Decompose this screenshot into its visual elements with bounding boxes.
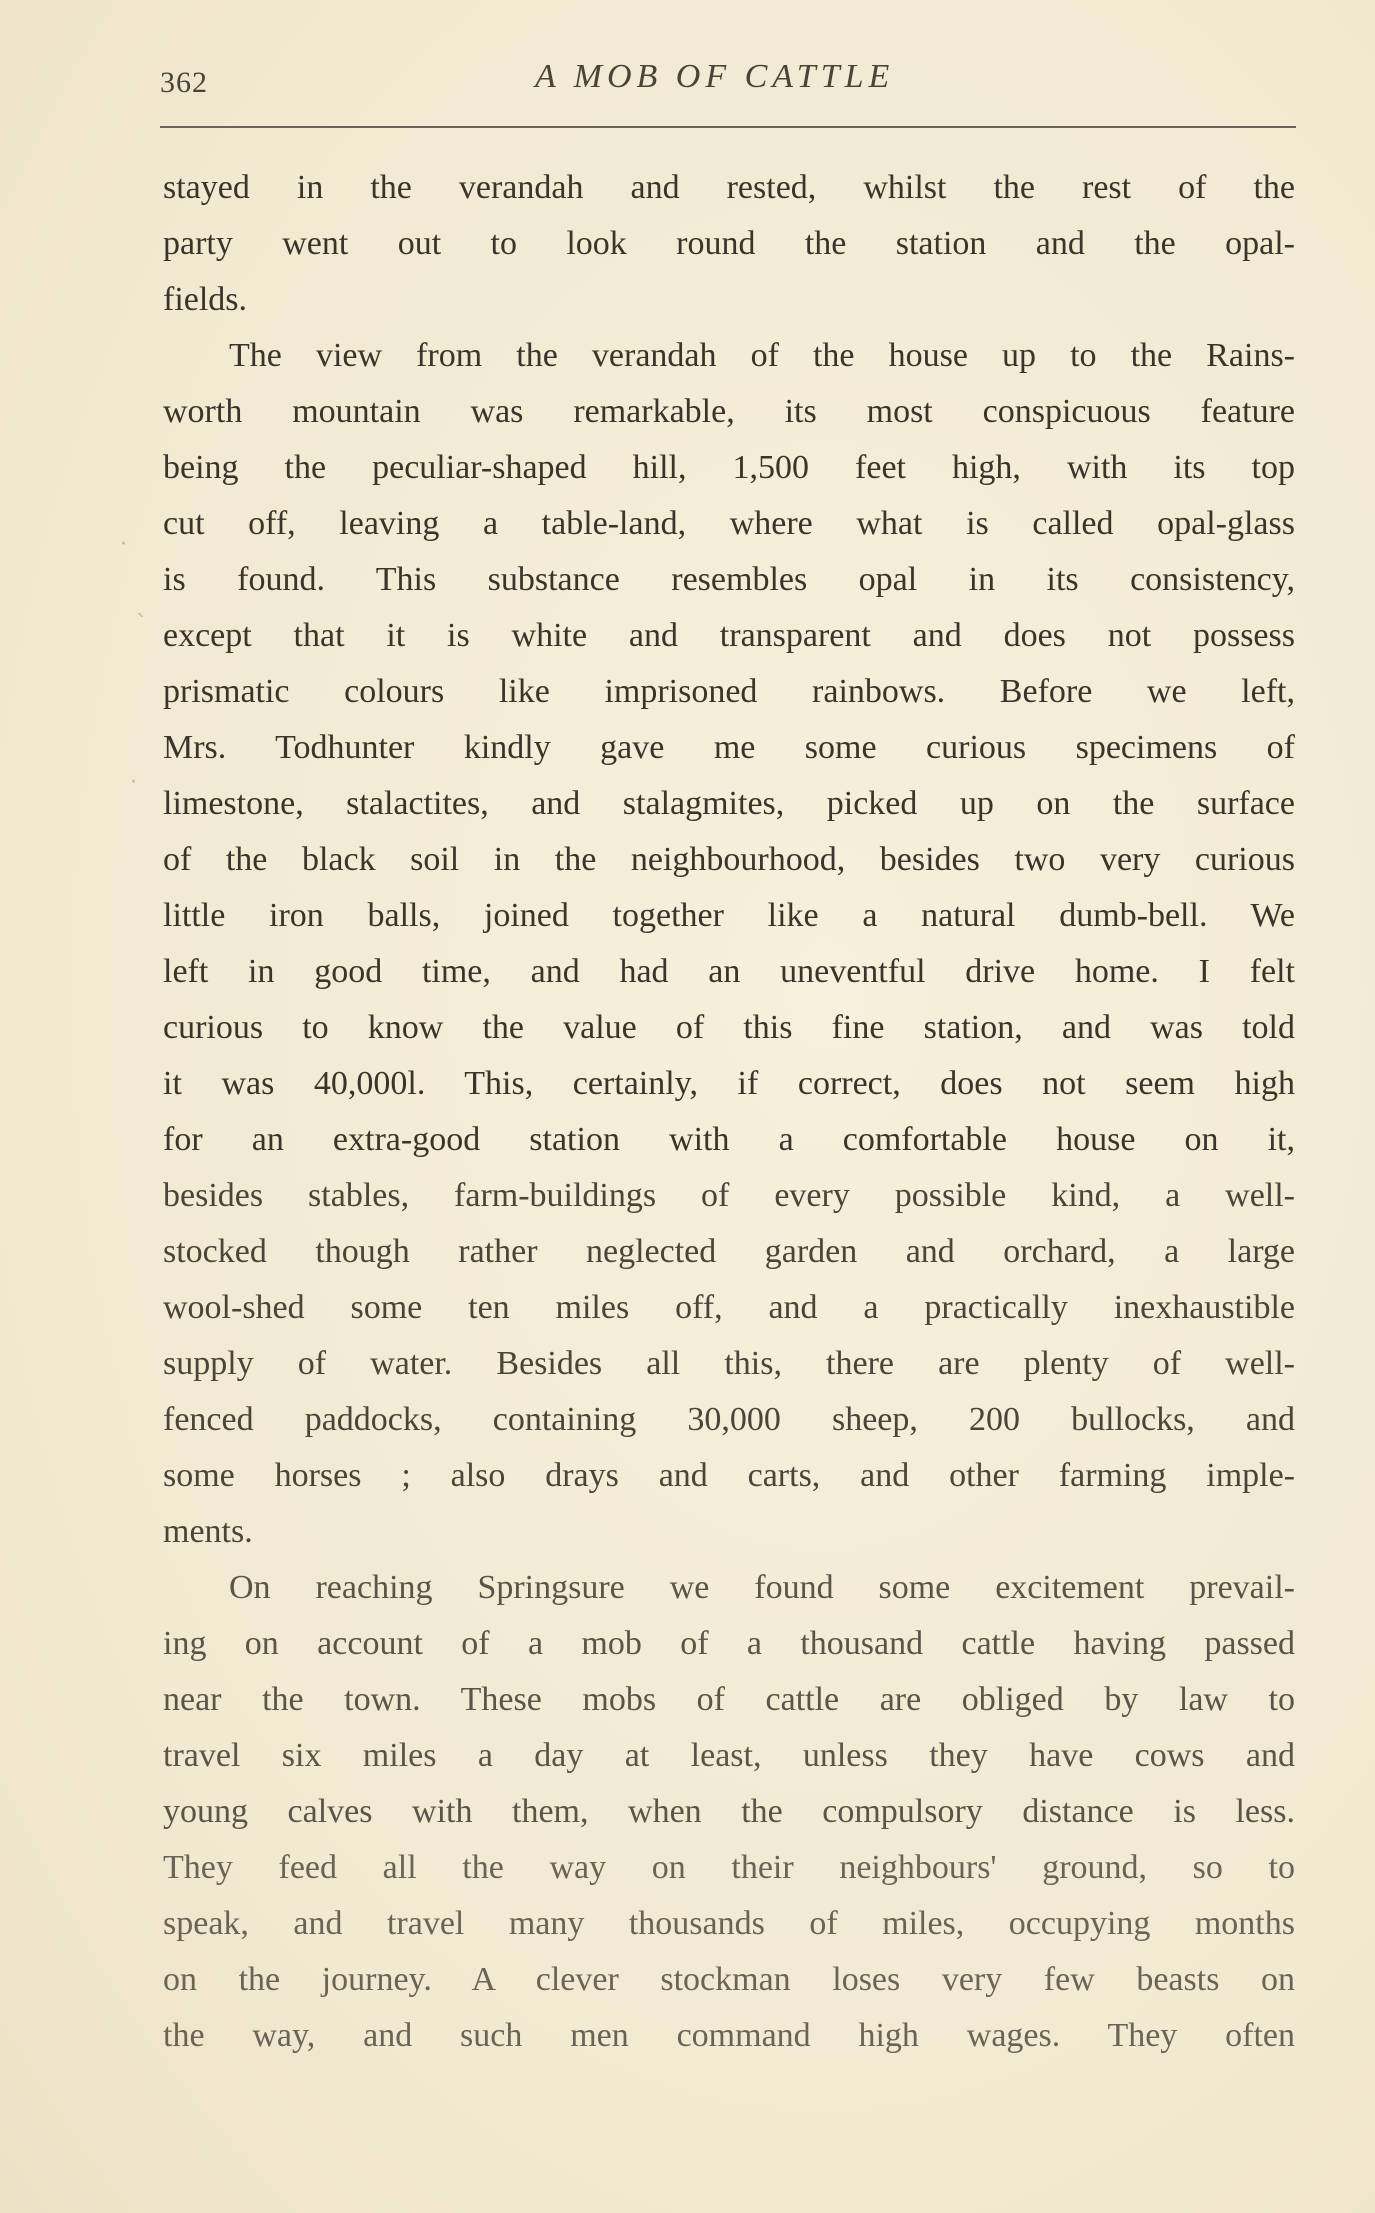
text-line: worth mountain was remarkable, its most conspicuous feature xyxy=(163,393,1295,430)
text-line: cut off, leaving a table-land, where what is called opal-glass xyxy=(163,505,1295,542)
text-line: wool-shed some ten miles off, and a practically inexhaustible xyxy=(163,1289,1295,1326)
text-line: prismatic colours like imprisoned rainbows. Before we left, xyxy=(163,673,1295,710)
text-line: stayed in the verandah and rested, whilst the rest of the xyxy=(163,169,1295,206)
text-line: On reaching Springsure we found some excitement prevail- xyxy=(229,1569,1295,1606)
text-line: fenced paddocks, containing 30,000 sheep, 200 bullocks, and xyxy=(163,1401,1295,1438)
text-line: of the black soil in the neighbourhood, besides two very curious xyxy=(163,841,1295,878)
text-line: travel six miles a day at least, unless they have cows and xyxy=(163,1737,1295,1774)
body-text xyxy=(163,160,1295,2064)
text-line: ing on account of a mob of a thousand cattle having passed xyxy=(163,1625,1295,1662)
text-line: Mrs. Todhunter kindly gave me some curious specimens of xyxy=(163,729,1295,766)
paper-speck: · xyxy=(130,770,137,795)
text-line: left in good time, and had an uneventful drive home. I felt xyxy=(163,953,1295,990)
text-line: ments. xyxy=(163,1513,253,1550)
text-line: for an extra-good station with a comfortable house on it, xyxy=(163,1121,1295,1158)
text-line: stocked though rather neglected garden and orchard, a large xyxy=(163,1233,1295,1270)
text-line: on the journey. A clever stockman loses very few beasts on xyxy=(163,1961,1295,1998)
text-line: being the peculiar-shaped hill, 1,500 feet high, with its top xyxy=(163,449,1295,486)
text-line: fields. xyxy=(163,281,248,318)
text-line: limestone, stalactites, and stalagmites, picked up on the surface xyxy=(163,785,1295,822)
header-rule xyxy=(160,126,1296,128)
text-line: young calves with them, when the compulsory distance is less. xyxy=(163,1793,1295,1830)
text-line: the way, and such men command high wages. They often xyxy=(163,2017,1295,2054)
text-line: near the town. These mobs of cattle are obliged by law to xyxy=(163,1681,1295,1718)
text-line: The view from the verandah of the house up to the Rains- xyxy=(229,337,1295,374)
page-number: 362 xyxy=(160,66,208,99)
paper-speck: ` xyxy=(136,612,147,637)
running-head: A MOB OF CATTLE xyxy=(535,58,895,95)
text-line: They feed all the way on their neighbours' ground, so to xyxy=(163,1849,1295,1886)
text-line: speak, and travel many thousands of miles, occupying months xyxy=(163,1905,1295,1942)
text-line: curious to know the value of this fine station, and was told xyxy=(163,1009,1295,1046)
text-line: is found. This substance resembles opal in its consistency, xyxy=(163,561,1295,598)
text-line: supply of water. Besides all this, there are plenty of well- xyxy=(163,1345,1295,1382)
text-line: it was 40,000l. This, certainly, if correct, does not seem high xyxy=(163,1065,1295,1102)
paper-speck: · xyxy=(120,532,127,557)
text-line: little iron balls, joined together like a natural dumb-bell. We xyxy=(163,897,1295,934)
text-line: party went out to look round the station and the opal- xyxy=(163,225,1295,262)
page-header xyxy=(160,58,1296,106)
text-line: besides stables, farm-buildings of every possible kind, a well- xyxy=(163,1177,1295,1214)
text-line: except that it is white and transparent and does not possess xyxy=(163,617,1295,654)
text-line: some horses ; also drays and carts, and other farming imple- xyxy=(163,1457,1295,1494)
